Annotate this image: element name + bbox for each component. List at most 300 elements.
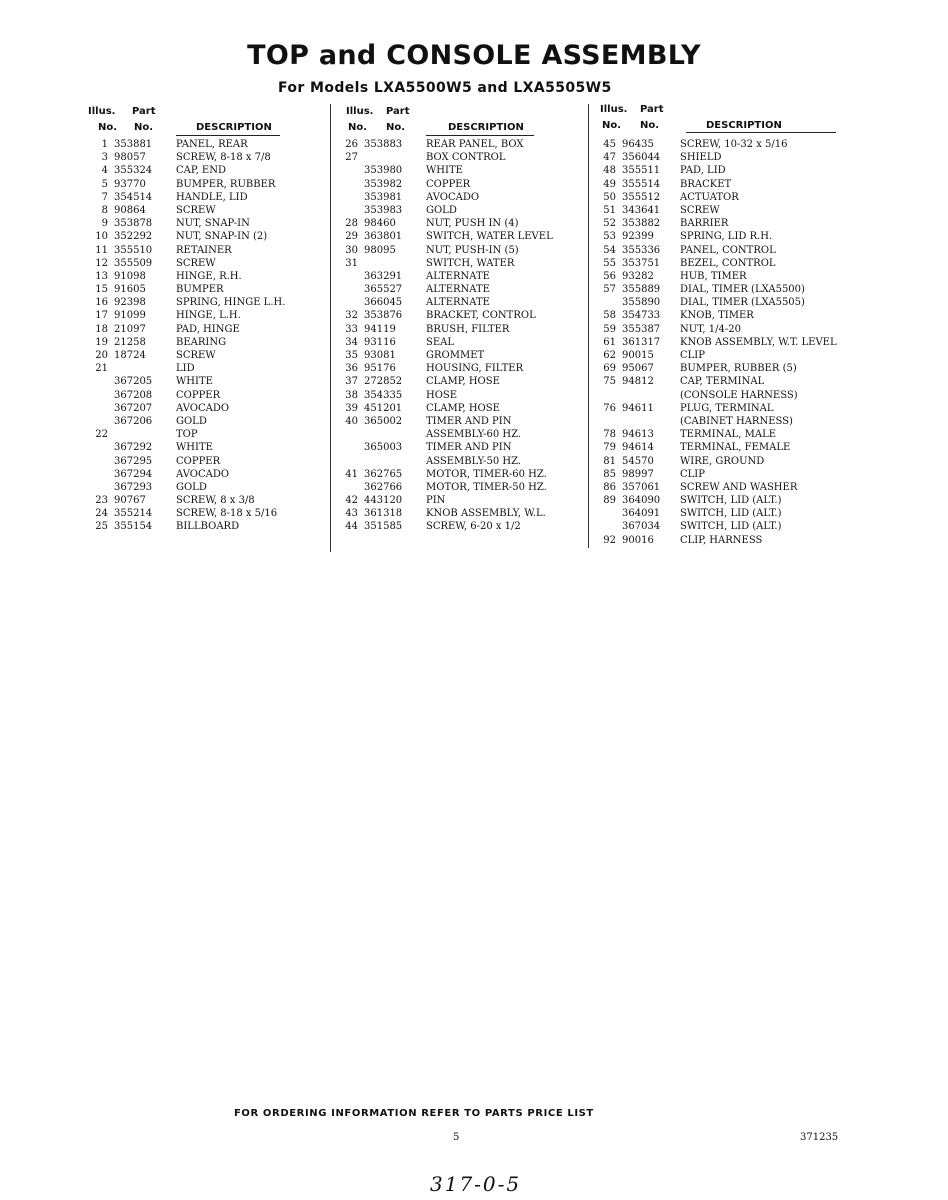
header-no: No. — [98, 122, 118, 133]
header-no: No. — [602, 120, 622, 131]
parts-list — [88, 138, 328, 534]
illus-number: 37 — [345, 376, 358, 388]
table-row — [338, 257, 586, 270]
part-number: 21258 — [114, 336, 146, 348]
part-description: SCREW — [680, 204, 720, 216]
part-description: MOTOR, TIMER-60 HZ. — [426, 468, 547, 480]
illus-number: 1 — [101, 139, 108, 150]
illus-number: 62 — [603, 350, 616, 361]
table-row — [88, 507, 328, 520]
table-row — [88, 138, 328, 151]
illus-number: 81 — [603, 455, 616, 467]
illus-number: 18 — [95, 323, 108, 335]
table-row — [338, 455, 586, 468]
part-number: 362765 — [364, 468, 403, 480]
table-row — [338, 270, 586, 283]
table-row — [88, 309, 328, 322]
part-description: SWITCH, WATER — [426, 257, 515, 269]
header-no: No. — [640, 120, 660, 131]
table-row — [338, 230, 586, 243]
part-number: 451201 — [364, 402, 403, 414]
part-description: SCREW — [176, 350, 216, 361]
part-description: ASSEMBLY-60 HZ. — [426, 429, 522, 441]
table-row — [596, 520, 856, 533]
table-row — [338, 217, 586, 230]
illus-number: 28 — [345, 218, 358, 230]
column-divider — [588, 104, 589, 548]
part-description: GOLD — [176, 415, 207, 427]
part-number: 355336 — [622, 244, 661, 256]
illus-number: 22 — [95, 429, 108, 441]
part-number: 93081 — [364, 350, 396, 361]
illus-number: 85 — [603, 468, 616, 480]
part-description: BRACKET, CONTROL — [426, 310, 536, 322]
part-description: NUT, PUSH IN (4) — [426, 218, 519, 230]
part-description: NUT, PUSH-IN (5) — [426, 244, 519, 256]
part-description: BILLBOARD — [176, 521, 240, 533]
table-row — [338, 323, 586, 336]
part-number: 364091 — [622, 508, 661, 520]
part-number: 352292 — [114, 231, 153, 243]
part-description: PAD, LID — [680, 165, 726, 177]
part-number: 93282 — [622, 270, 654, 282]
illus-number: 92 — [603, 534, 616, 546]
part-number: 367207 — [114, 402, 153, 414]
table-row — [88, 151, 328, 164]
header-part: Part — [640, 104, 664, 115]
table-row — [338, 336, 586, 349]
part-description: BEARING — [176, 336, 227, 348]
part-description: WIRE, GROUND — [680, 455, 765, 467]
part-number: 365527 — [364, 284, 403, 296]
illus-number: 11 — [95, 244, 108, 256]
table-row — [596, 389, 856, 402]
part-number: 353881 — [114, 139, 153, 150]
table-row — [338, 441, 586, 454]
part-description: CLIP, HARNESS — [680, 534, 763, 546]
table-row — [88, 520, 328, 533]
column-divider — [330, 104, 331, 552]
part-number: 367294 — [114, 468, 153, 480]
part-description: BARRIER — [680, 218, 729, 230]
table-row — [88, 164, 328, 177]
part-number: 98095 — [364, 244, 396, 256]
part-description: CAP, END — [176, 165, 226, 177]
part-description: HANDLE, LID — [176, 191, 248, 203]
part-number: 96435 — [622, 139, 654, 150]
header-no: No. — [386, 122, 406, 133]
illus-number: 13 — [95, 270, 108, 282]
table-row — [596, 494, 856, 507]
part-description: LID — [176, 363, 195, 375]
part-number: 354335 — [364, 389, 403, 401]
part-description: SWITCH, LID (ALT.) — [680, 508, 782, 520]
illus-number: 35 — [345, 350, 358, 361]
part-description: CLIP — [680, 468, 705, 480]
illus-number: 48 — [603, 165, 616, 177]
part-number: 363801 — [364, 231, 403, 243]
table-row — [596, 323, 856, 336]
table-row — [88, 336, 328, 349]
table-row — [596, 217, 856, 230]
part-number: 367034 — [622, 521, 661, 533]
part-description: NUT, SNAP-IN (2) — [176, 231, 268, 243]
part-description: AVOCADO — [176, 468, 230, 480]
illus-number: 89 — [603, 495, 616, 507]
page-title: TOP and CONSOLE ASSEMBLY — [247, 40, 701, 71]
part-description: COPPER — [426, 178, 471, 190]
table-row — [338, 283, 586, 296]
table-row — [88, 375, 328, 388]
part-description: TERMINAL, MALE — [680, 429, 777, 441]
illus-number: 21 — [95, 363, 108, 375]
table-row — [88, 270, 328, 283]
part-number: 355387 — [622, 323, 661, 335]
illus-number: 19 — [95, 336, 108, 348]
part-number: 355509 — [114, 257, 153, 269]
table-row — [596, 336, 856, 349]
illus-number: 86 — [603, 481, 616, 493]
part-number: 367293 — [114, 481, 153, 493]
part-number: 362766 — [364, 481, 403, 493]
part-description: TIMER AND PIN — [426, 415, 512, 427]
header-description: DESCRIPTION — [448, 122, 524, 133]
table-row — [596, 296, 856, 309]
part-description: AVOCADO — [176, 402, 230, 414]
part-number: 98057 — [114, 152, 146, 164]
part-description: SCREW, 8-18 x 5/16 — [176, 508, 278, 520]
table-row — [88, 217, 328, 230]
page-subtitle: For Models LXA5500W5 and LXA5505W5 — [278, 80, 612, 96]
illus-number: 50 — [603, 191, 616, 203]
header-rule — [426, 135, 534, 136]
header-part: Part — [132, 106, 156, 117]
part-number: 91605 — [114, 284, 146, 296]
part-number: 353981 — [364, 191, 403, 203]
table-row — [338, 244, 586, 257]
table-row — [338, 507, 586, 520]
part-description: KNOB, TIMER — [680, 310, 754, 322]
part-description: (CONSOLE HARNESS) — [680, 389, 798, 401]
part-description: BUMPER, RUBBER — [176, 178, 276, 190]
table-row — [338, 362, 586, 375]
table-row — [596, 507, 856, 520]
part-number: 443120 — [364, 495, 403, 507]
part-number: 355510 — [114, 244, 153, 256]
part-description: ASSEMBLY-50 HZ. — [426, 455, 522, 467]
part-description: COPPER — [176, 455, 221, 467]
part-number: 367292 — [114, 442, 153, 454]
table-row — [338, 428, 586, 441]
part-description: HOUSING, FILTER — [426, 363, 524, 375]
table-row — [88, 257, 328, 270]
illus-number: 8 — [101, 204, 108, 216]
illus-number: 25 — [95, 521, 108, 533]
part-description: SHIELD — [680, 152, 722, 164]
part-number: 94614 — [622, 442, 654, 454]
part-number: 95067 — [622, 363, 654, 375]
part-number: 92399 — [622, 231, 654, 243]
part-description: WHITE — [176, 442, 213, 454]
part-number: 363291 — [364, 270, 403, 282]
part-number: 54570 — [622, 455, 654, 467]
part-number: 90864 — [114, 204, 146, 216]
part-number: 356044 — [622, 152, 661, 164]
handwritten-note: 317-0-5 — [430, 1172, 522, 1196]
part-description: SWITCH, WATER LEVEL — [426, 231, 553, 243]
part-number: 93770 — [114, 178, 146, 190]
part-number: 355214 — [114, 508, 153, 520]
part-description: PANEL, CONTROL — [680, 244, 776, 256]
table-row — [596, 191, 856, 204]
part-description: PIN — [426, 495, 446, 507]
part-description: PLUG, TERMINAL — [680, 402, 774, 414]
table-row — [596, 534, 856, 547]
table-row — [338, 138, 586, 151]
part-description: TIMER AND PIN — [426, 442, 512, 454]
part-description: KNOB ASSEMBLY, W.T. LEVEL — [680, 336, 837, 348]
illus-number: 5 — [101, 178, 108, 190]
illus-number: 31 — [345, 257, 358, 269]
part-description: HOSE — [426, 389, 458, 401]
table-row — [88, 389, 328, 402]
illus-number: 30 — [345, 244, 358, 256]
part-number: 364090 — [622, 495, 661, 507]
part-description: TOP — [176, 429, 198, 441]
part-description: GOLD — [176, 481, 207, 493]
illus-number: 40 — [345, 415, 358, 427]
table-row — [338, 468, 586, 481]
part-number: 353882 — [622, 218, 661, 230]
table-row — [338, 415, 586, 428]
table-row — [596, 178, 856, 191]
part-description: CLAMP, HOSE — [426, 376, 500, 388]
part-number: 353983 — [364, 204, 403, 216]
illus-number: 17 — [95, 310, 108, 322]
part-description: SCREW AND WASHER — [680, 481, 798, 493]
part-number: 90015 — [622, 350, 654, 361]
table-row — [596, 415, 856, 428]
part-description: ALTERNATE — [426, 270, 490, 282]
part-description: SCREW, 10-32 x 5/16 — [680, 139, 788, 150]
illus-number: 58 — [603, 310, 616, 322]
part-description: SCREW — [176, 257, 216, 269]
table-row — [596, 402, 856, 415]
part-description: HINGE, R.H. — [176, 270, 242, 282]
part-number: 95176 — [364, 363, 396, 375]
table-row — [596, 481, 856, 494]
part-description: SWITCH, LID (ALT.) — [680, 495, 782, 507]
part-number: 91099 — [114, 310, 146, 322]
table-row — [596, 428, 856, 441]
part-description: ALTERNATE — [426, 297, 490, 309]
illus-number: 79 — [603, 442, 616, 454]
illus-number: 38 — [345, 389, 358, 401]
part-description: SPRING, HINGE L.H. — [176, 297, 286, 309]
part-description: WHITE — [426, 165, 463, 177]
header-rule — [176, 135, 280, 136]
part-number: 353751 — [622, 257, 661, 269]
part-description: HINGE, L.H. — [176, 310, 241, 322]
table-row — [88, 402, 328, 415]
table-row — [338, 520, 586, 533]
part-description: HUB, TIMER — [680, 270, 747, 282]
table-row — [88, 441, 328, 454]
illus-number: 16 — [95, 297, 108, 309]
illus-number: 43 — [345, 508, 358, 520]
illus-number: 59 — [603, 323, 616, 335]
part-number: 361317 — [622, 336, 661, 348]
part-number: 355514 — [622, 178, 661, 190]
table-row — [338, 296, 586, 309]
part-description: SCREW, 8 x 3/8 — [176, 495, 255, 507]
table-row — [596, 468, 856, 481]
illus-number: 24 — [95, 508, 108, 520]
illus-number: 61 — [603, 336, 616, 348]
part-description: BOX CONTROL — [426, 152, 506, 164]
part-number: 93116 — [364, 336, 396, 348]
part-number: 355890 — [622, 297, 661, 309]
table-row — [596, 138, 856, 151]
header-no: No. — [134, 122, 154, 133]
part-description: BRUSH, FILTER — [426, 323, 510, 335]
table-row — [596, 349, 856, 362]
part-description: (CABINET HARNESS) — [680, 415, 793, 427]
table-row — [338, 402, 586, 415]
illus-number: 7 — [101, 191, 108, 203]
illus-number: 10 — [95, 231, 108, 243]
table-row — [596, 204, 856, 217]
part-number: 355511 — [622, 165, 661, 177]
table-row — [88, 323, 328, 336]
illus-number: 33 — [345, 323, 358, 335]
part-description: COPPER — [176, 389, 221, 401]
table-row — [596, 270, 856, 283]
part-description: CLIP — [680, 350, 705, 361]
header-description: DESCRIPTION — [196, 122, 272, 133]
parts-list — [596, 138, 856, 547]
part-description: REAR PANEL, BOX — [426, 139, 524, 150]
part-description: ACTUATOR — [680, 191, 739, 203]
part-description: SCREW, 8-18 x 7/8 — [176, 152, 271, 164]
part-number: 90016 — [622, 534, 654, 546]
table-row — [88, 204, 328, 217]
illus-number: 69 — [603, 363, 616, 375]
table-row — [596, 164, 856, 177]
illus-number: 32 — [345, 310, 358, 322]
illus-number: 52 — [603, 218, 616, 230]
illus-number: 75 — [603, 376, 616, 388]
illus-number: 41 — [345, 468, 358, 480]
header-rule — [686, 132, 836, 133]
table-row — [338, 349, 586, 362]
part-number: 353982 — [364, 178, 403, 190]
part-description: KNOB ASSEMBLY, W.L. — [426, 508, 546, 520]
table-row — [338, 389, 586, 402]
header-illus: Illus. — [88, 106, 116, 117]
column-header — [338, 104, 586, 138]
illus-number: 20 — [95, 350, 108, 361]
table-row — [88, 428, 328, 441]
header-part: Part — [386, 106, 410, 117]
illus-number: 27 — [345, 152, 358, 164]
illus-number: 39 — [345, 402, 358, 414]
part-number: 272852 — [364, 376, 403, 388]
parts-column-3 — [596, 104, 856, 547]
table-row — [88, 415, 328, 428]
header-description: DESCRIPTION — [706, 120, 782, 131]
illus-number: 23 — [95, 495, 108, 507]
part-number: 366045 — [364, 297, 403, 309]
table-row — [88, 191, 328, 204]
parts-list — [338, 138, 586, 534]
part-number: 355324 — [114, 165, 153, 177]
table-row — [338, 375, 586, 388]
part-number: 90767 — [114, 495, 146, 507]
table-row — [88, 362, 328, 375]
part-description: BEZEL, CONTROL — [680, 257, 776, 269]
part-number: 357061 — [622, 481, 661, 493]
table-row — [88, 296, 328, 309]
table-row — [88, 283, 328, 296]
table-row — [596, 257, 856, 270]
part-number: 94119 — [364, 323, 396, 335]
illus-number: 34 — [345, 336, 358, 348]
table-row — [338, 164, 586, 177]
parts-column-1 — [88, 104, 328, 534]
illus-number: 49 — [603, 178, 616, 190]
table-row — [596, 309, 856, 322]
illus-number: 51 — [603, 204, 616, 216]
column-header — [88, 104, 328, 138]
part-number: 98997 — [622, 468, 654, 480]
part-number: 92398 — [114, 297, 146, 309]
illus-number: 9 — [101, 218, 108, 230]
part-number: 18724 — [114, 350, 146, 361]
part-number: 353878 — [114, 218, 153, 230]
part-description: AVOCADO — [426, 191, 480, 203]
illus-number: 26 — [345, 139, 358, 150]
part-number: 355512 — [622, 191, 661, 203]
table-row — [88, 481, 328, 494]
part-number: 361318 — [364, 508, 403, 520]
part-description: SPRING, LID R.H. — [680, 231, 773, 243]
part-number: 354733 — [622, 310, 661, 322]
illus-number: 78 — [603, 429, 616, 441]
part-description: NUT, 1/4-20 — [680, 323, 741, 335]
column-header — [596, 104, 856, 138]
table-row — [88, 494, 328, 507]
ordering-footer: FOR ORDERING INFORMATION REFER TO PARTS PRICE LIST — [234, 1108, 594, 1119]
illus-number: 42 — [345, 495, 358, 507]
illus-number: 47 — [603, 152, 616, 164]
part-number: 367295 — [114, 455, 153, 467]
table-row — [88, 230, 328, 243]
part-description: SCREW, 6-20 x 1/2 — [426, 521, 521, 533]
part-number: 354514 — [114, 191, 153, 203]
part-description: PANEL, REAR — [176, 139, 248, 150]
part-number: 367205 — [114, 376, 153, 388]
table-row — [88, 349, 328, 362]
table-row — [88, 244, 328, 257]
part-number: 355154 — [114, 521, 153, 533]
table-row — [596, 441, 856, 454]
illus-number: 55 — [603, 257, 616, 269]
part-number: 351585 — [364, 521, 403, 533]
table-row — [338, 191, 586, 204]
part-number: 94613 — [622, 429, 654, 441]
part-number: 353980 — [364, 165, 403, 177]
